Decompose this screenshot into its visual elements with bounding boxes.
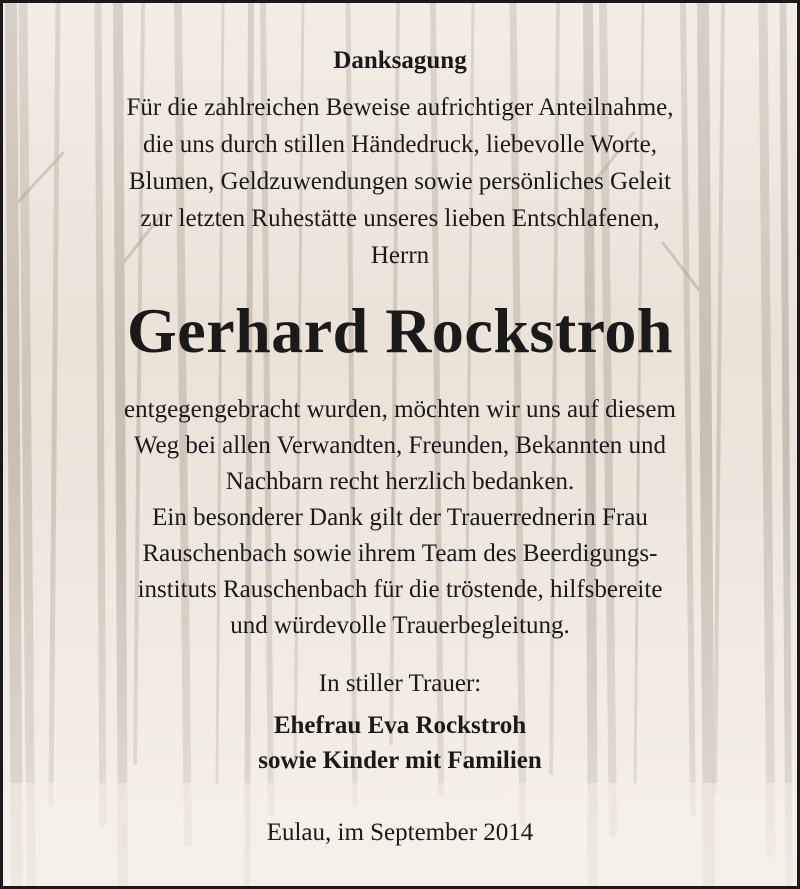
body-line: und würdevolle Trauerbegleitung. (230, 612, 570, 639)
intro-line: zur letzten Ruhestätte unseres lieben Entschlafenen, (140, 205, 660, 232)
body-line: Ein besonderer Dank gilt der Trauerrednerin Frau (152, 504, 648, 531)
intro-line: Für die zahlreichen Beweise aufrichtiger Anteilnahme, (126, 94, 674, 121)
place-date: Eulau, im September 2014 (266, 819, 534, 846)
body-line: Nachbarn recht herzlich bedanken. (225, 468, 575, 495)
mourning-label: In stiller Trauer: (318, 670, 482, 697)
body-line: instituts Rauschenbach für die tröstende, hilfsbereite (137, 576, 663, 603)
intro-line: Blumen, Geldzuwendungen sowie persönliches Geleit (128, 168, 672, 195)
body-line: Weg bei allen Verwandten, Freunden, Bekannten und (133, 432, 667, 459)
intro-line: die uns durch stillen Händedruck, liebevolle Worte, (142, 131, 658, 158)
mourner-line: Ehefrau Eva Rockstroh (273, 712, 527, 739)
deceased-name: Gerhard Rockstroh (127, 295, 673, 366)
intro-line: Herrn (370, 242, 430, 269)
body-line: Rauschenbach sowie ihrem Team des Beerdigungs- (142, 540, 658, 567)
body-line: entgegengebracht wurden, möchten wir uns auf diesem (124, 396, 676, 423)
heading: Danksagung (333, 47, 467, 74)
mourner-line: sowie Kinder mit Familien (258, 747, 542, 774)
